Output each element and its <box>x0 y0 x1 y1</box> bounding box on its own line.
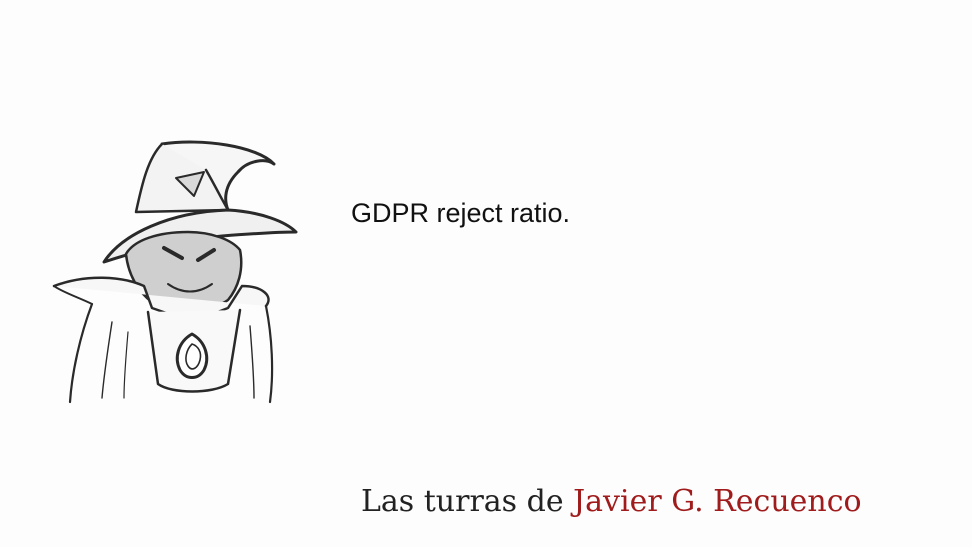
footer-author: Javier G. Recuenco <box>573 484 862 519</box>
footer-credit <box>361 484 862 519</box>
wizard-illustration <box>52 136 302 406</box>
footer-prefix: Las turras de <box>361 484 564 519</box>
post-text: GDPR reject ratio. <box>351 198 571 228</box>
